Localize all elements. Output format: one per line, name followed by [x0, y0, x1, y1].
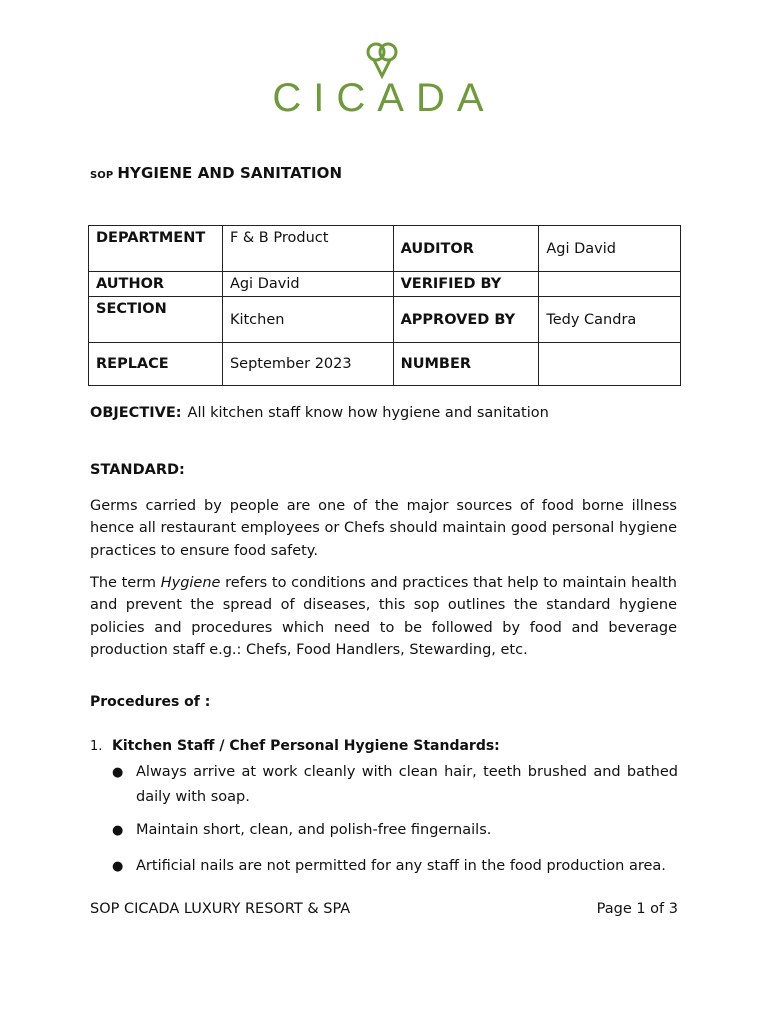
section-value: Kitchen	[222, 297, 393, 343]
verified-by-label: VERIFIED BY	[393, 272, 539, 297]
cicada-logo	[0, 36, 768, 126]
paragraph-2-start: The term	[90, 575, 161, 591]
title-prefix: SOP	[90, 170, 114, 181]
approved-by-label: APPROVED BY	[393, 297, 539, 343]
replace-label: REPLACE	[89, 343, 223, 386]
department-label: DEPARTMENT	[89, 226, 223, 272]
objective-label: OBJECTIVE:	[90, 405, 182, 421]
author-label: AUTHOR	[89, 272, 223, 297]
logo-svg	[249, 36, 519, 116]
table-row	[89, 226, 681, 272]
step-title: Kitchen Staff / Chef Personal Hygiene Standards:	[112, 738, 500, 754]
table-row	[89, 343, 681, 386]
procedures-heading: Procedures of :	[90, 694, 211, 710]
bullet-icon: ●	[112, 859, 124, 874]
hygiene-term: Hygiene	[160, 575, 221, 591]
standard-paragraph-1: Germs carried by people are one of the major sources of food borne illness hence all restaurant employees or Chefs should maintain good personal hygiene practices to ensure food safety.	[90, 498, 677, 559]
auditor-label: AUDITOR	[393, 226, 539, 272]
author-value: Agi David	[222, 272, 393, 297]
number-value	[539, 343, 681, 386]
step-number: 1.	[90, 739, 103, 754]
procedure-step	[90, 738, 500, 754]
brand-name: CICADA	[272, 76, 496, 116]
list-item	[112, 760, 678, 810]
document-info-table	[88, 225, 681, 386]
title-main: HYGIENE AND SANITATION	[117, 164, 343, 182]
objective	[90, 405, 549, 421]
intertwined-rings-icon	[368, 44, 396, 76]
objective-text: All kitchen staff know how hygiene and sanitation	[187, 405, 549, 421]
department-value: F & B Product	[222, 226, 393, 272]
section-label: SECTION	[89, 297, 223, 343]
footer-title: SOP CICADA LUXURY RESORT & SPA	[90, 901, 351, 917]
standard-paragraph-2	[90, 572, 677, 661]
auditor-value: Agi David	[539, 226, 681, 272]
number-label: NUMBER	[393, 343, 539, 386]
bullet-icon: ●	[112, 765, 124, 780]
standard-heading: STANDARD:	[90, 462, 185, 478]
page-title	[90, 164, 342, 182]
list-item	[112, 818, 678, 843]
list-item	[112, 854, 678, 879]
verified-by-value	[539, 272, 681, 297]
list-item-text: Maintain short, clean, and polish-free fingernails.	[136, 822, 492, 838]
table-row	[89, 272, 681, 297]
approved-by-value: Tedy Candra	[539, 297, 681, 343]
paragraph-2-rest: refers to conditions and practices that help to maintain health and prevent the spread of diseases, this sop outlines the standard hygiene policies and procedures which need to be followed by food and beverage production staff e.g.: Chefs, Food Handlers, Stewarding, etc.	[90, 575, 678, 658]
page-number: Page 1 of 3	[596, 901, 678, 917]
list-item-text: Artificial nails are not permitted for any staff in the food production area.	[136, 858, 666, 874]
replace-value: September 2023	[222, 343, 393, 386]
table-row	[89, 297, 681, 343]
bullet-icon: ●	[112, 823, 124, 838]
list-item-text: Always arrive at work cleanly with clean hair, teeth brushed and bathed daily with soap.	[136, 764, 678, 805]
